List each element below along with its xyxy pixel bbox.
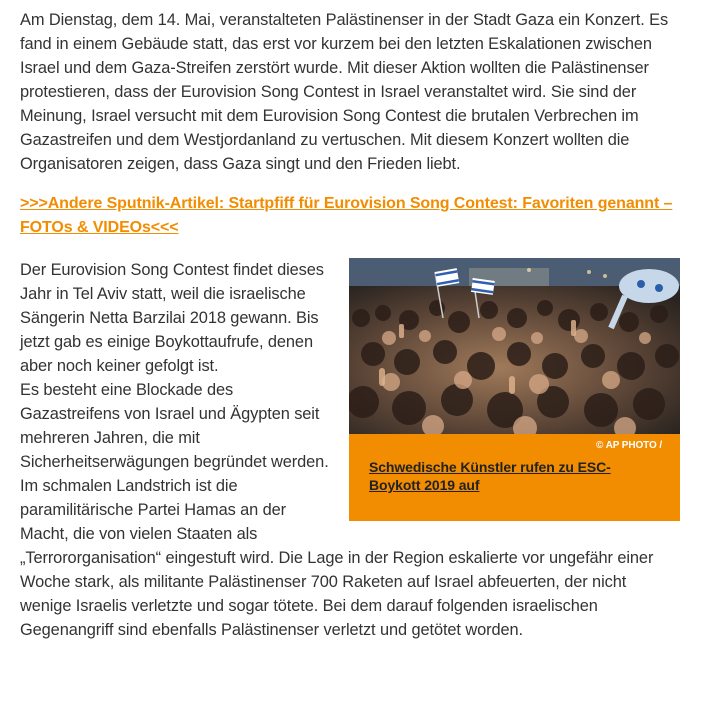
paragraph-intro: Am Dienstag, dem 14. Mai, veranstalteten Palästinenser in der Stadt Gaza ein Konzert. Es fand in einem Gebäude statt, das erst vor kurzem bei den letzten Eskalationen zwischen Israel und dem Gaza-Streifen zerstört wurde. Mit dieser Aktion wollten die Palästinenser protestieren, dass der Eurovision Song Contest in Israel veranstaltet wird. Sie sind der Meinung, Israel versucht mit dem Eurovision Song Contest die brutalen Verbrechen im Gazastreifen und dem Westjordanland zu vertuschen. Mit diesem Konzert wollten die Organisatoren zeigen, dass Gaza singt und den Frieden liebt. (20, 11, 669, 173)
article-figure (349, 258, 680, 521)
article-body (20, 8, 680, 642)
related-article-link[interactable]: >>>Andere Sputnik-Artikel: Startpfiff für Eurovision Song Contest: Favoriten genannt – FOTOs & VIDEOs<<< (20, 195, 673, 236)
crowd-photo-graphic (349, 258, 680, 434)
figure-caption-link[interactable]: Schwedische Künstler rufen zu ESC-Boykott 2019 auf (369, 459, 611, 493)
crowd-photo[interactable] (349, 258, 680, 434)
photo-credit: © AP PHOTO / (596, 440, 662, 451)
caption-area (349, 434, 680, 521)
paragraph-eurovision: Der Eurovision Song Contest findet dieses Jahr in Tel Aviv statt, weil die israelische Sängerin Netta Barzilai 2018 gewann. Bis jetzt gab es einige Boykottaufrufe, denen aber noch keiner gefolgt ist. (20, 261, 324, 375)
paragraph-blockade: Es besteht eine Blockade des Gazastreifens von Israel und Ägypten seit mehreren Jahren, die mit Sicherheitserwägungen begründet werden. Im schmalen Landstrich ist die paramilitärische Partei Hamas an der Macht, die von vielen Staaten als „Terrororganisation“ eingestuft wird. Die Lage in der Region eskalierte vor ungefähr einer Woche stark, als militante Palästinenser 700 Raketen auf Israel abfeuerten, der nicht wenige Israelis verletzte und sogar tötete. Bei dem darauf folgenden israelischen Gegenangriff sind ebenfalls Palästinenser verletzt und getötet worden. (20, 381, 654, 639)
